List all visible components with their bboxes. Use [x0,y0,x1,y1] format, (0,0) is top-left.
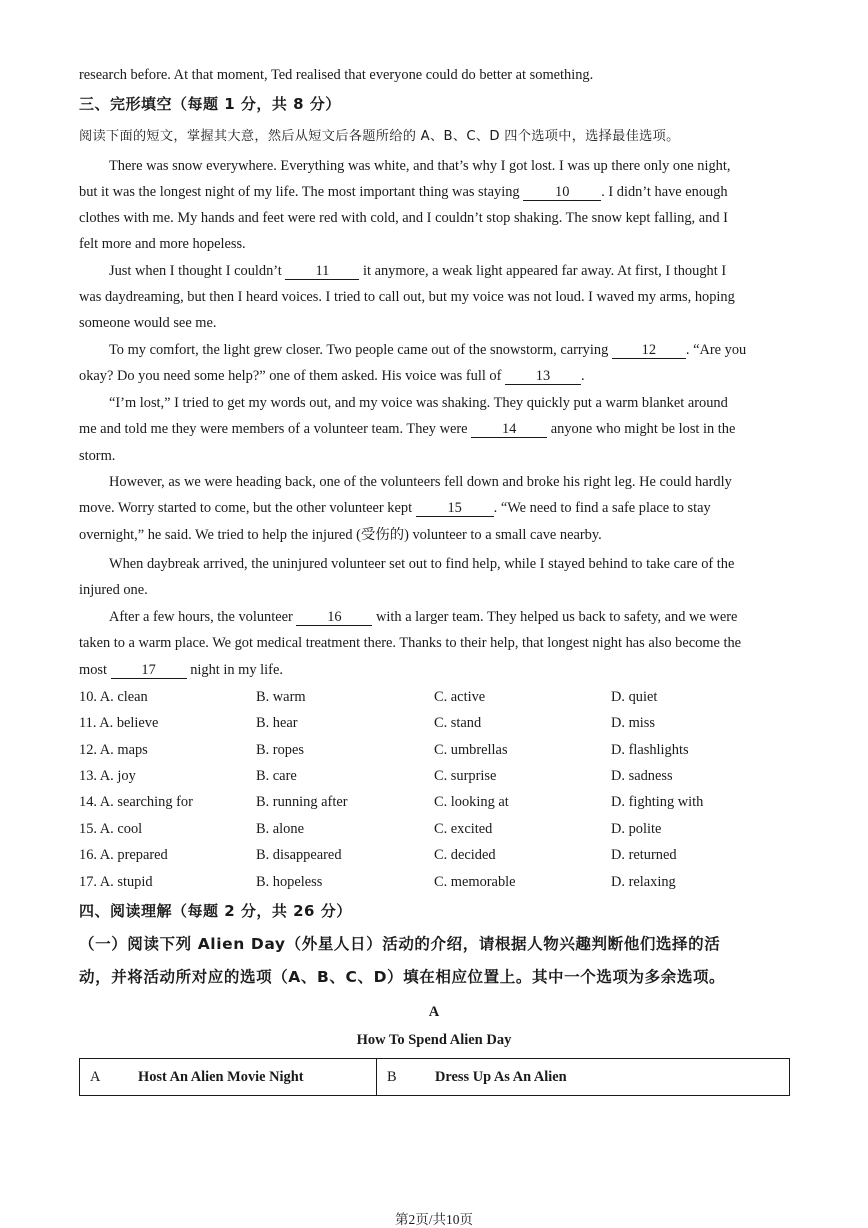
option-17-a: 17. A. stupid [79,874,153,890]
passage-text: . I didn’t have enough [601,184,728,200]
option-11-c: C. stand [434,715,482,731]
section-four-sub-instruction: 动，并将活动所对应的选项（A、B、C、D）填在相应位置上。其中一个选项为多余选项。 [79,968,726,986]
option-10-b: B. warm [256,689,306,705]
passage-line: When daybreak arrived, the uninjured volunteer set out to find help, while I stayed behind to take care of the [109,556,735,572]
activity-letter: A [90,1068,101,1085]
blank-16: 16 [296,609,372,626]
activity-table [79,1058,790,1096]
section-three-heading: 三、完形填空（每题 1 分，共 8 分） [79,95,341,113]
option-11-d: D. miss [611,715,655,731]
passage-text: it anymore, a weak light appeared far away. At first, I thought I [359,263,727,279]
option-16-c: C. decided [434,847,496,863]
table-cell [377,1059,790,1096]
passage-line [109,341,746,359]
option-11-a: 11. A. believe [79,715,159,731]
option-16-b: B. disappeared [256,847,342,863]
option-13-c: C. surprise [434,768,497,784]
blank-10: 10 [523,184,601,201]
blank-14: 14 [471,421,547,438]
table-cell [80,1059,377,1096]
blank-11: 11 [285,263,359,280]
activity-title: Host An Alien Movie Night [138,1068,304,1085]
section-four-heading: 四、阅读理解（每题 2 分，共 26 分） [79,902,352,920]
passage-line: overnight,” he said. We tried to help the injured (受伤的) volunteer to a small cave nearby. [79,527,602,543]
option-15-d: D. polite [611,821,662,837]
blank-12: 12 [612,342,686,359]
passage-line [79,661,283,679]
option-10-c: C. active [434,689,486,705]
option-11-b: B. hear [256,715,298,731]
passage-line [79,183,728,201]
passage-letter: A [428,1004,440,1020]
activity-title: Dress Up As An Alien [435,1068,567,1085]
blank-15: 15 [416,500,494,517]
passage-text: . “Are you [685,342,747,358]
option-15-a: 15. A. cool [79,821,143,837]
option-17-b: B. hopeless [256,874,323,890]
passage-line: someone would see me. [79,315,217,331]
passage-line: “I’m lost,” I tried to get my words out, and my voice was shaking. They quickly put a warm blanket around [109,395,728,411]
passage-line: storm. [79,448,116,464]
option-12-d: D. flashlights [611,742,689,758]
option-12-b: B. ropes [256,742,304,758]
section-three-instruction: 阅读下面的短文，掌握其大意，然后从短文后各题所给的 A、B、C、D 四个选项中，选择最佳选项。 [79,129,680,144]
option-14-a: 14. A. searching for [79,794,193,810]
passage-text: me and told me they were members of a volunteer team. They were [79,421,472,437]
passage-line [79,420,735,438]
passage-text: okay? Do you need some help?” one of them asked. His voice was full of [79,368,505,384]
option-14-c: C. looking at [434,794,509,810]
option-14-d: D. fighting with [611,794,704,810]
option-10-d: D. quiet [611,689,658,705]
passage-text: Just when I thought I couldn’t [109,263,286,279]
passage-text: . “We need to find a safe place to stay [493,500,711,516]
option-14-b: B. running after [256,794,348,810]
option-16-d: D. returned [611,847,677,863]
activity-letter: B [387,1068,397,1085]
passage-text: with a larger team. They helped us back to safety, and we were [372,609,738,625]
option-10-a: 10. A. clean [79,689,148,705]
option-12-c: C. umbrellas [434,742,508,758]
passage-title: How To Spend Alien Day [356,1032,512,1048]
passage-text: To my comfort, the light grew closer. Two people came out of the snowstorm, carrying [109,342,612,358]
passage-line [109,608,737,626]
passage-text: most [79,662,111,678]
option-17-d: D. relaxing [611,874,676,890]
passage-line: clothes with me. My hands and feet were red with cold, and I couldn’t stop shaking. The snow kept falling, and I [79,210,728,226]
table-row [80,1059,790,1096]
passage-line [79,499,711,517]
option-15-b: B. alone [256,821,304,837]
passage-line: injured one. [79,582,148,598]
passage-line [79,367,585,385]
passage-line: However, as we were heading back, one of the volunteers fell down and broke his right leg. He could hardly [109,474,732,490]
passage-line: was daydreaming, but then I heard voices. I tried to call out, but my voice was not loud. I waved my arms, hoping [79,289,735,305]
passage-line [109,262,726,280]
option-12-a: 12. A. maps [79,742,148,758]
passage-text: but it was the longest night of my life. The most important thing was staying [79,184,524,200]
passage-line: taken to a warm place. We got medical treatment there. Thanks to their help, that longest night has also become the [79,635,742,651]
section-four-sub-instruction: （一）阅读下列 Alien Day（外星人日）活动的介绍，请根据人物兴趣判断他们选择的活 [79,935,721,953]
option-16-a: 16. A. prepared [79,847,168,863]
option-15-c: C. excited [434,821,493,837]
option-13-a: 13. A. joy [79,768,136,784]
passage-line: There was snow everywhere. Everything was white, and that’s why I got lost. I was up there only one night, [109,158,731,174]
page-number: 第2页/共10页 [394,1212,473,1227]
passage-text: . [581,368,585,384]
passage-text: move. Worry started to come, but the other volunteer kept [79,500,416,516]
passage-text: night in my life. [186,662,283,678]
passage-line: felt more and more hopeless. [79,236,246,252]
option-13-d: D. sadness [611,768,673,784]
passage-text: After a few hours, the volunteer [109,609,297,625]
passage-text: anyone who might be lost in the [547,421,736,437]
blank-13: 13 [505,368,581,385]
blank-17: 17 [111,662,187,679]
option-13-b: B. care [256,768,297,784]
continuation-line: research before. At that moment, Ted realised that everyone could do better at something. [79,67,594,83]
option-17-c: C. memorable [434,874,516,890]
